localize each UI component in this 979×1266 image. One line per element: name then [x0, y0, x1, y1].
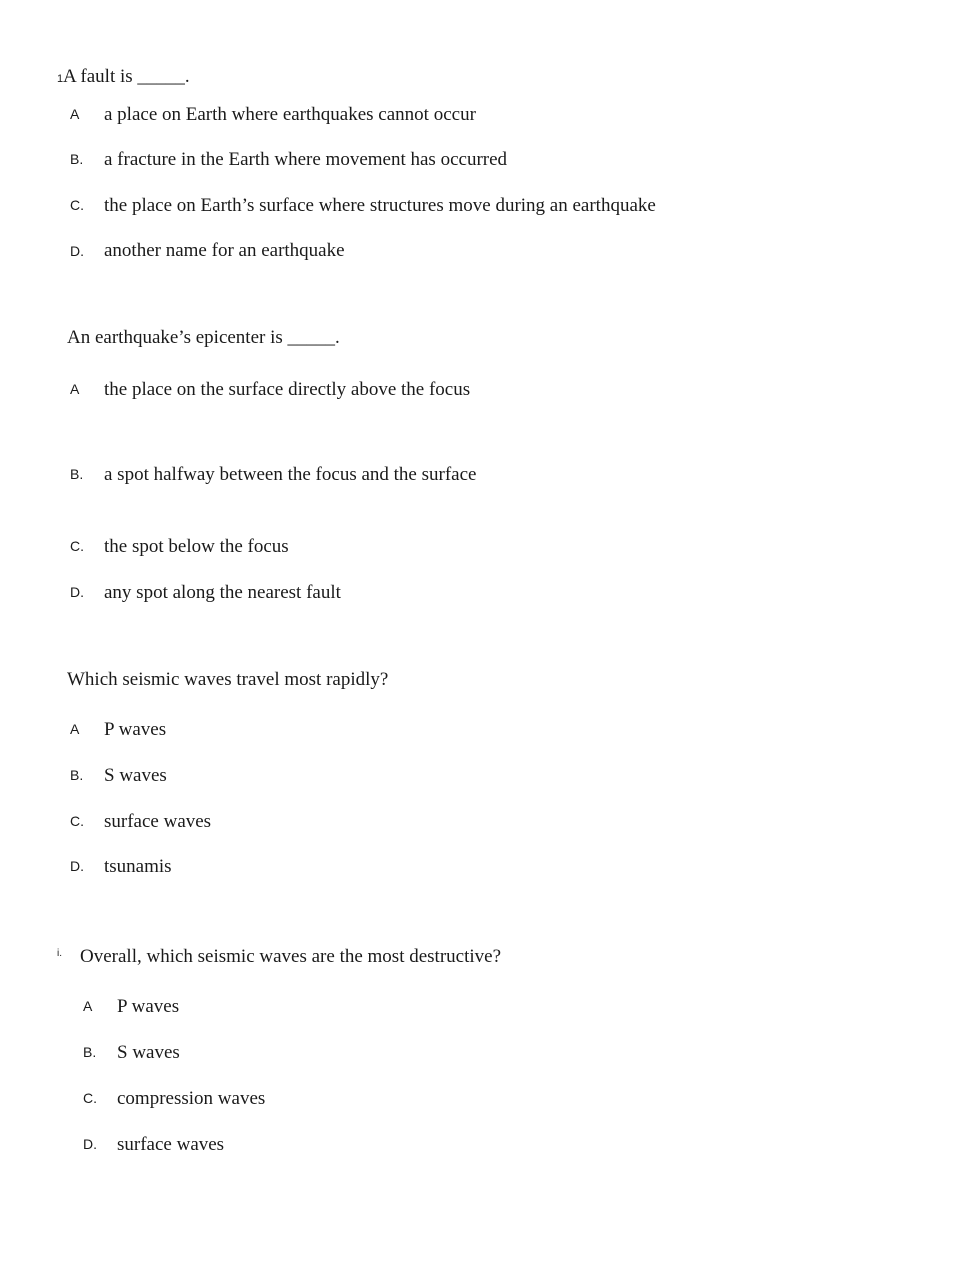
question-2-option-c-letter: C.: [70, 538, 84, 554]
question-3-option-b-letter: B.: [70, 767, 84, 783]
question-4-option-d-letter: D.: [83, 1136, 97, 1152]
question-1-marker: 1: [57, 73, 64, 85]
question-1-option-b[interactable]: a fracture in the Earth where movement has occurred: [104, 149, 508, 170]
question-2-stem: An earthquake’s epicenter is _____.: [67, 327, 340, 348]
question-2-option-d-letter: D.: [70, 584, 84, 600]
question-4-option-a-letter: A: [83, 998, 93, 1014]
question-3-option-c[interactable]: surface waves: [104, 811, 212, 832]
question-4-option-b-letter: B.: [83, 1044, 97, 1060]
question-1-option-c-letter: C.: [70, 197, 84, 213]
question-2-option-b-letter: B.: [70, 466, 84, 482]
question-1-option-d-letter: D.: [70, 243, 84, 259]
question-4-marker: i.: [57, 948, 62, 959]
question-3-option-b[interactable]: S waves: [104, 765, 167, 786]
question-2-option-d[interactable]: any spot along the nearest fault: [104, 582, 341, 603]
question-3-option-d[interactable]: tsunamis: [104, 856, 172, 877]
question-1-stem: A fault is _____.: [63, 66, 190, 87]
question-4-option-c[interactable]: compression waves: [117, 1088, 266, 1109]
question-1-option-c[interactable]: the place on Earth’s surface where structures move during an earthquake: [104, 195, 656, 216]
question-1-option-b-letter: B.: [70, 151, 84, 167]
question-1-option-a[interactable]: a place on Earth where earthquakes cannot occur: [104, 104, 476, 125]
question-4-option-b[interactable]: S waves: [117, 1042, 180, 1063]
question-2-option-c[interactable]: the spot below the focus: [104, 536, 289, 557]
question-1-option-a-letter: A: [70, 106, 80, 122]
question-3-stem: Which seismic waves travel most rapidly?: [67, 669, 389, 690]
question-3-option-d-letter: D.: [70, 858, 84, 874]
question-4-option-c-letter: C.: [83, 1090, 97, 1106]
question-4-stem: Overall, which seismic waves are the most destructive?: [80, 946, 502, 967]
question-3-option-c-letter: C.: [70, 813, 84, 829]
question-3-option-a[interactable]: P waves: [104, 719, 167, 740]
question-4-option-a[interactable]: P waves: [117, 996, 180, 1017]
question-2-option-b[interactable]: a spot halfway between the focus and the surface: [104, 464, 477, 485]
question-2-option-a[interactable]: the place on the surface directly above the focus: [104, 379, 471, 400]
question-3-option-a-letter: A: [70, 721, 80, 737]
question-1-option-d[interactable]: another name for an earthquake: [104, 240, 345, 261]
question-2-option-a-letter: A: [70, 381, 80, 397]
question-4-option-d[interactable]: surface waves: [117, 1134, 225, 1155]
